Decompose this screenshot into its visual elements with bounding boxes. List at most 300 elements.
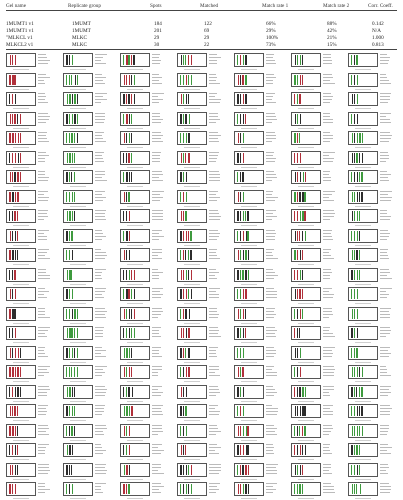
gel-lane <box>188 484 189 494</box>
thumbnail-caption <box>127 225 143 226</box>
gel-lane <box>74 348 75 358</box>
thumbnail-caption <box>184 459 200 460</box>
gel-thumbnail <box>177 151 207 165</box>
gel-lane <box>243 348 244 358</box>
gel-lane <box>180 289 181 299</box>
gel-lane <box>300 172 301 182</box>
thumbnail-caption <box>127 206 143 207</box>
gel-lane <box>15 231 16 241</box>
gel-lane <box>294 211 295 221</box>
thumbnail-caption <box>355 303 371 304</box>
gel-lane <box>69 55 70 65</box>
thumbnail-caption <box>13 362 29 363</box>
thumbnail-caption <box>184 108 200 109</box>
gel-lane <box>186 270 187 280</box>
gel-lane <box>304 406 305 416</box>
gel-lane <box>72 114 73 124</box>
gel-lane <box>9 133 10 143</box>
gel-lane <box>300 250 301 260</box>
gel-lane <box>126 289 127 299</box>
gel-lane <box>17 192 18 202</box>
gel-lane <box>186 387 187 397</box>
gel-lane <box>243 192 244 202</box>
gel-lane <box>191 465 192 475</box>
gel-lane <box>297 289 298 299</box>
gel-lane <box>180 250 181 260</box>
table-cell: 42% <box>327 28 337 34</box>
gel-lane <box>124 250 125 260</box>
lane-legend <box>38 288 51 300</box>
lane-legend <box>209 425 222 437</box>
table-cell: 201 <box>154 28 162 34</box>
gel-thumbnail <box>120 326 150 340</box>
gel-lane <box>297 250 298 260</box>
lane-legend <box>266 425 279 437</box>
gel-lane <box>123 289 124 299</box>
gel-lane <box>297 192 298 202</box>
lane-legend <box>152 74 165 86</box>
gel-lane <box>294 484 295 494</box>
gel-thumbnail <box>291 287 321 301</box>
gel-thumbnail <box>177 482 207 496</box>
gel-thumbnail <box>234 131 264 145</box>
gel-lane <box>180 309 181 319</box>
gel-lane <box>299 192 300 202</box>
table-cell: 73% <box>266 42 276 48</box>
lane-legend <box>266 308 279 320</box>
gel-lane <box>131 328 132 338</box>
gel-lane <box>69 133 70 143</box>
gel-lane <box>12 328 13 338</box>
thumbnail-caption <box>70 303 86 304</box>
thumbnail-caption <box>13 498 29 499</box>
gel-lane <box>361 192 362 202</box>
gel-lane <box>357 172 358 182</box>
gel-thumbnail <box>177 112 207 126</box>
gel-lane <box>297 387 298 397</box>
gel-lane <box>362 133 363 143</box>
gel-thumbnail <box>6 151 36 165</box>
thumbnail-caption <box>241 128 257 129</box>
gel-lane <box>188 250 189 260</box>
lane-legend <box>95 230 108 242</box>
gel-thumbnail <box>63 287 93 301</box>
gel-lane <box>71 75 72 85</box>
gel-lane <box>17 367 18 377</box>
gel-lane <box>129 426 130 436</box>
gel-lane <box>126 484 127 494</box>
gel-thumbnail <box>63 346 93 360</box>
gel-lane <box>304 211 305 221</box>
gel-lane <box>124 367 125 377</box>
lane-legend <box>266 327 279 339</box>
gel-thumbnail <box>120 307 150 321</box>
lane-legend <box>323 132 336 144</box>
thumbnail-caption <box>70 381 86 382</box>
gel-lane <box>12 231 13 241</box>
lane-legend <box>380 483 393 495</box>
gel-lane <box>124 348 125 358</box>
gel-thumbnail <box>177 463 207 477</box>
gel-lane <box>305 387 306 397</box>
gel-lane <box>188 153 189 163</box>
gel-thumbnail <box>234 326 264 340</box>
gel-lane <box>69 289 70 299</box>
thumbnail-caption <box>298 362 314 363</box>
thumbnail-caption <box>127 362 143 363</box>
gel-lane <box>243 94 244 104</box>
gel-lane <box>238 192 239 202</box>
gel-thumbnail <box>291 365 321 379</box>
gel-lane <box>189 114 190 124</box>
thumbnail-caption <box>70 362 86 363</box>
thumbnail-caption <box>355 206 371 207</box>
lane-legend <box>209 230 222 242</box>
gel-lane <box>181 387 182 397</box>
thumbnail-caption <box>184 303 200 304</box>
gel-lane <box>357 289 358 299</box>
lane-legend <box>323 386 336 398</box>
gel-lane <box>297 270 298 280</box>
gel-lane <box>183 387 184 397</box>
lane-legend <box>95 288 108 300</box>
gel-lane <box>9 211 10 221</box>
gel-thumbnail <box>291 112 321 126</box>
gel-thumbnail <box>348 346 378 360</box>
thumbnail-caption <box>13 167 29 168</box>
gel-lane <box>15 192 16 202</box>
thumbnail-caption <box>13 303 29 304</box>
thumbnail-caption <box>70 498 86 499</box>
gel-lane <box>129 309 130 319</box>
gel-thumbnail <box>6 190 36 204</box>
gel-lane <box>242 75 243 85</box>
gel-lane <box>183 211 184 221</box>
gel-lane <box>351 75 352 85</box>
thumbnail-caption <box>70 440 86 441</box>
gel-lane <box>297 94 298 104</box>
gel-lane <box>351 465 352 475</box>
gel-lane <box>183 114 184 124</box>
gel-lane <box>131 114 132 124</box>
gel-lane <box>180 484 181 494</box>
lane-legend <box>323 54 336 66</box>
thumbnail-caption <box>298 381 314 382</box>
gel-lane <box>297 75 298 85</box>
gel-lane <box>240 426 241 436</box>
gel-thumbnail <box>120 229 150 243</box>
gel-lane <box>188 348 189 358</box>
gel-lane <box>77 133 78 143</box>
gel-lane <box>126 172 127 182</box>
lane-legend <box>380 93 393 105</box>
gel-lane <box>300 211 301 221</box>
gel-thumbnail <box>177 307 207 321</box>
lane-legend <box>38 327 51 339</box>
lane-legend <box>95 113 108 125</box>
lane-legend <box>152 366 165 378</box>
table-cell: 69 <box>204 28 210 34</box>
gel-lane <box>185 309 186 319</box>
gel-lane <box>238 250 239 260</box>
thumbnail-caption <box>298 89 314 90</box>
thumbnail-caption <box>70 128 86 129</box>
gel-lane <box>351 406 352 416</box>
gel-lane <box>69 348 70 358</box>
gel-thumbnail <box>120 385 150 399</box>
lane-legend <box>38 113 51 125</box>
gel-lane <box>180 192 181 202</box>
thumbnail-caption <box>184 362 200 363</box>
lane-legend <box>380 327 393 339</box>
gel-lane <box>183 231 184 241</box>
gel-lane <box>134 75 135 85</box>
gel-lane <box>352 192 353 202</box>
gel-thumbnail <box>177 385 207 399</box>
gel-lane <box>238 426 239 436</box>
gel-thumbnail <box>6 53 36 67</box>
gel-lane <box>351 328 352 338</box>
lane-legend <box>209 366 222 378</box>
gel-thumbnail <box>291 404 321 418</box>
lane-legend <box>38 444 51 456</box>
gel-lane <box>14 75 15 85</box>
thumbnail-caption <box>241 498 257 499</box>
gel-lane <box>20 133 21 143</box>
column-header-2: Spots <box>150 3 162 9</box>
gel-lane <box>245 484 246 494</box>
gel-thumbnail <box>348 229 378 243</box>
gel-lane <box>129 211 130 221</box>
gel-lane <box>237 231 238 241</box>
gel-thumbnail <box>6 131 36 145</box>
thumbnail-caption <box>298 401 314 402</box>
lane-legend <box>380 444 393 456</box>
gel-lane <box>18 153 19 163</box>
table-cell: 29% <box>266 28 276 34</box>
gel-lane <box>71 426 72 436</box>
lane-legend <box>266 93 279 105</box>
gel-lane <box>180 348 181 358</box>
thumbnail-caption <box>298 323 314 324</box>
gel-lane <box>72 153 73 163</box>
gel-lane <box>240 153 241 163</box>
gel-lane <box>245 55 246 65</box>
lane-legend <box>209 327 222 339</box>
lane-legend <box>380 269 393 281</box>
gel-lane <box>131 289 132 299</box>
thumbnail-caption <box>127 89 143 90</box>
gel-thumbnail <box>63 326 93 340</box>
thumbnail-caption <box>127 303 143 304</box>
gel-lane <box>297 367 298 377</box>
table-cell: 1.000 <box>372 35 384 41</box>
gel-thumbnail <box>177 248 207 262</box>
gel-lane <box>17 465 18 475</box>
thumbnail-caption <box>184 323 200 324</box>
gel-lane <box>126 328 127 338</box>
gel-lane <box>359 367 360 377</box>
gel-lane <box>185 348 186 358</box>
lane-legend <box>266 347 279 359</box>
gel-lane <box>124 426 125 436</box>
thumbnail-caption <box>70 69 86 70</box>
thumbnail-caption <box>127 479 143 480</box>
lane-legend <box>209 74 222 86</box>
lane-legend <box>95 386 108 398</box>
gel-lane <box>134 94 135 104</box>
table-cell: N/A <box>372 28 381 34</box>
gel-lane <box>357 426 358 436</box>
gel-lane <box>297 445 298 455</box>
gel-lane <box>189 309 190 319</box>
gel-lane <box>299 328 300 338</box>
gel-thumbnail <box>234 268 264 282</box>
gel-lane <box>294 270 295 280</box>
thumbnail-caption <box>355 479 371 480</box>
gel-lane <box>300 445 301 455</box>
gel-lane <box>359 133 360 143</box>
gel-lane <box>300 270 301 280</box>
gel-lane <box>247 211 248 221</box>
gel-lane <box>77 75 78 85</box>
gel-thumbnail <box>177 170 207 184</box>
gel-lane <box>297 465 298 475</box>
lane-legend <box>323 210 336 222</box>
gel-lane <box>126 406 127 416</box>
gel-lane <box>248 250 249 260</box>
gel-lane <box>190 231 191 241</box>
thumbnail-caption <box>184 167 200 168</box>
gel-lane <box>74 172 75 182</box>
thumbnail-caption <box>70 401 86 402</box>
gel-lane <box>359 387 360 397</box>
gel-lane <box>354 387 355 397</box>
thumbnail-caption <box>13 323 29 324</box>
gel-lane <box>243 484 244 494</box>
thumbnail-caption <box>70 225 86 226</box>
gel-lane <box>248 465 249 475</box>
gel-lane <box>67 445 68 455</box>
gel-thumbnail <box>120 482 150 496</box>
gel-lane <box>67 94 68 104</box>
gel-lane <box>240 133 241 143</box>
gel-lane <box>183 426 184 436</box>
gel-lane <box>128 387 129 397</box>
gel-lane <box>17 445 18 455</box>
gel-lane <box>243 426 244 436</box>
gel-lane <box>237 289 238 299</box>
gel-lane <box>129 172 130 182</box>
gel-lane <box>240 309 241 319</box>
gel-thumbnail <box>63 112 93 126</box>
gel-thumbnail <box>291 170 321 184</box>
table-cell: 1MUMT1 v1 <box>6 21 34 27</box>
thumbnail-caption <box>184 69 200 70</box>
lane-legend <box>38 464 51 476</box>
thumbnail-caption <box>70 186 86 187</box>
gel-thumbnail <box>177 73 207 87</box>
gel-lane <box>15 289 16 299</box>
gel-lane <box>243 153 244 163</box>
table-cell: 184 <box>154 21 162 27</box>
gel-lane <box>359 172 360 182</box>
gel-lane <box>299 484 300 494</box>
table-cell: 22 <box>204 42 210 48</box>
header-divider <box>6 10 397 11</box>
lane-legend <box>266 405 279 417</box>
thumbnail-caption <box>184 89 200 90</box>
gel-lane <box>69 250 70 260</box>
lane-legend <box>266 386 279 398</box>
gel-lane <box>14 114 15 124</box>
gel-lane <box>243 133 244 143</box>
gel-lane <box>69 406 70 416</box>
gel-lane <box>126 114 127 124</box>
thumbnail-caption <box>127 323 143 324</box>
gel-lane <box>245 465 246 475</box>
gel-thumbnail <box>177 346 207 360</box>
gel-lane <box>74 387 75 397</box>
gel-thumbnail <box>348 307 378 321</box>
gel-lane <box>237 348 238 358</box>
thumbnail-caption <box>241 479 257 480</box>
gel-thumbnail <box>348 482 378 496</box>
gel-lane <box>354 270 355 280</box>
lane-legend <box>380 425 393 437</box>
gel-lane <box>69 426 70 436</box>
lane-legend <box>152 464 165 476</box>
gel-thumbnail <box>234 151 264 165</box>
thumbnail-caption <box>13 381 29 382</box>
gel-lane <box>183 192 184 202</box>
gel-lane <box>245 114 246 124</box>
gel-lane <box>188 367 189 377</box>
gel-lane <box>14 309 15 319</box>
gel-thumbnail <box>120 131 150 145</box>
lane-legend <box>38 54 51 66</box>
gel-thumbnail <box>6 73 36 87</box>
gel-lane <box>15 328 16 338</box>
table-cell: 1MUMT1 v1 <box>6 28 34 34</box>
gel-lane <box>124 465 125 475</box>
lane-legend <box>152 405 165 417</box>
gel-lane <box>352 153 353 163</box>
thumbnail-caption <box>241 323 257 324</box>
thumbnail-caption <box>184 381 200 382</box>
gel-lane <box>9 387 10 397</box>
gel-lane <box>66 406 67 416</box>
thumbnail-caption <box>13 459 29 460</box>
lane-legend <box>152 483 165 495</box>
gel-thumbnail <box>177 326 207 340</box>
gel-lane <box>186 426 187 436</box>
gel-lane <box>351 387 352 397</box>
gel-lane <box>237 94 238 104</box>
gel-lane <box>123 55 124 65</box>
gel-lane <box>354 94 355 104</box>
lane-legend <box>380 171 393 183</box>
gel-lane <box>351 270 352 280</box>
thumbnail-caption <box>241 89 257 90</box>
gel-thumbnail <box>291 92 321 106</box>
gel-lane <box>185 211 186 221</box>
gel-thumbnail <box>120 443 150 457</box>
gel-lane <box>302 445 303 455</box>
gel-thumbnail <box>348 268 378 282</box>
gel-lane <box>352 309 353 319</box>
gel-lane <box>69 192 70 202</box>
